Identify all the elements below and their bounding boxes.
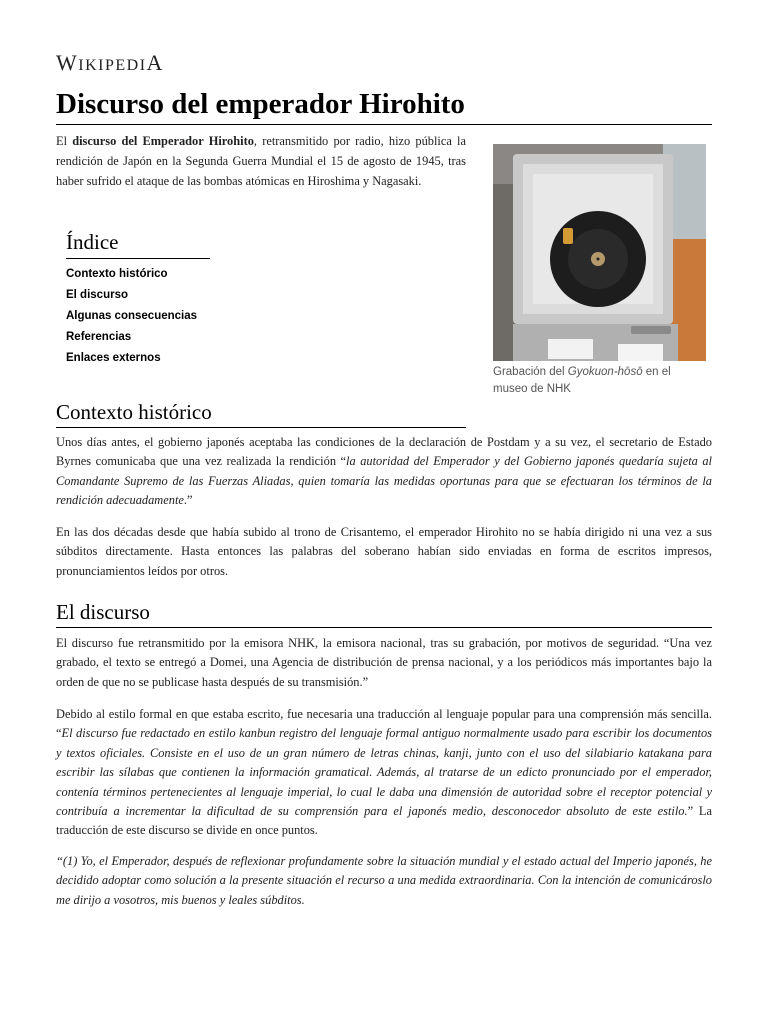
toc-item-enlaces[interactable]: Enlaces externos: [66, 352, 161, 364]
contexto-paragraph-1: Unos días antes, el gobierno japonés aceptaba las condiciones de la declaración de Postdam y a su vez, el secretario de Estado Byrnes comunicaba que una vez realizada la rendición “la autoridad del Emperador y del Gobierno japonés quedaría sujeta al Comandante Supremo de las Fuerzas Aliadas, quien tomaría las medidas oportunas para que se efectuaran los términos de la rendición adecuadamente.”: [56, 435, 712, 508]
discurso-paragraph-2: Debido al estilo formal en que estaba escrito, fue necesaria una traducción al lenguaje popular para una comprensión más sencilla. “El discurso fue redactado en estilo kanbun registro del lenguaje formal antiguo normalmente usado para escribir los documentos y textos oficiales. Consiste en el uso de un gran número de letras chinas, kanji, junto con el uso del silabiario katakana para escribir las sílabas que contienen la información gramatical. Además, al tratarse de un edicto pronunciado por el emperador, contenía términos pertenecientes al lenguaje imperial, lo cual le daba una dimensión de autoridad sobre el receptor potencial y contribuía a incrementar la dificultad de su comprensión para el japonés medio, desconocedor absoluto de este estilo.” La traducción de este discurso se divide en once puntos.: [56, 707, 712, 838]
toc-heading: Índice: [66, 228, 210, 259]
toc-item-consecuencias[interactable]: Algunas consecuencias: [66, 310, 198, 322]
contexto-paragraph-2: En las dos décadas desde que había subido al trono de Crisantemo, el emperador Hirohito no se había dirigido ni una vez a sus súbditos directamente. Hasta entonces las palabras del soberano habían sido enviadas en forma de escritos impresos, pronunciamientos leídos por otros.: [56, 525, 712, 578]
discurso-paragraph-3: “(1) Yo, el Emperador, después de reflexionar profundamente sobre la situación mundial y el estado actual del Imperio japonés, he decidido adoptar como solución a la presente situación el recurso a una medida extraordinaria. Con la intención de comunicároslo me dirijo a vosotros, mis buenos y leales súbditos.: [56, 854, 712, 907]
figure-caption: Grabación del Gyokuon-hōsō en el museo de NHK: [493, 366, 671, 395]
discurso-paragraph-1: El discurso fue retransmitido por la emisora NHK, la emisora nacional, tras su grabación, por motivos de seguridad. “Una vez grabado, el texto se entregó a Domei, una Agencia de distribución de prensa nacional, y a los periódicos más importantes bajo la orden de que no se publicase hasta después de su transmisión.”: [56, 636, 712, 689]
section-heading-contexto: Contexto histórico: [56, 398, 466, 428]
toc-item-referencias[interactable]: Referencias: [66, 331, 132, 343]
table-of-contents: [66, 228, 210, 369]
infobox-figure: [493, 144, 706, 398]
toc-list: [66, 264, 210, 369]
toc-item-contexto[interactable]: Contexto histórico: [66, 268, 168, 280]
intro-bold-term: discurso del Emperador Hirohito: [72, 134, 254, 148]
wikipedia-logo[interactable]: WIKIPEDIA: [56, 50, 164, 75]
intro-paragraph: El discurso del Emperador Hirohito, retransmitido por radio, hizo pública la rendición de Japón en la Segunda Guerra Mundial el 15 de agosto de 1945, tras haber sufrido el ataque de las bombas atómicas en Hiroshima y Nagasaki.: [56, 134, 467, 188]
record-player-photo[interactable]: [493, 144, 706, 361]
section-heading-discurso: El discurso: [56, 598, 712, 628]
toc-item-discurso[interactable]: El discurso: [66, 289, 128, 301]
page-title: Discurso del emperador Hirohito: [56, 86, 712, 125]
